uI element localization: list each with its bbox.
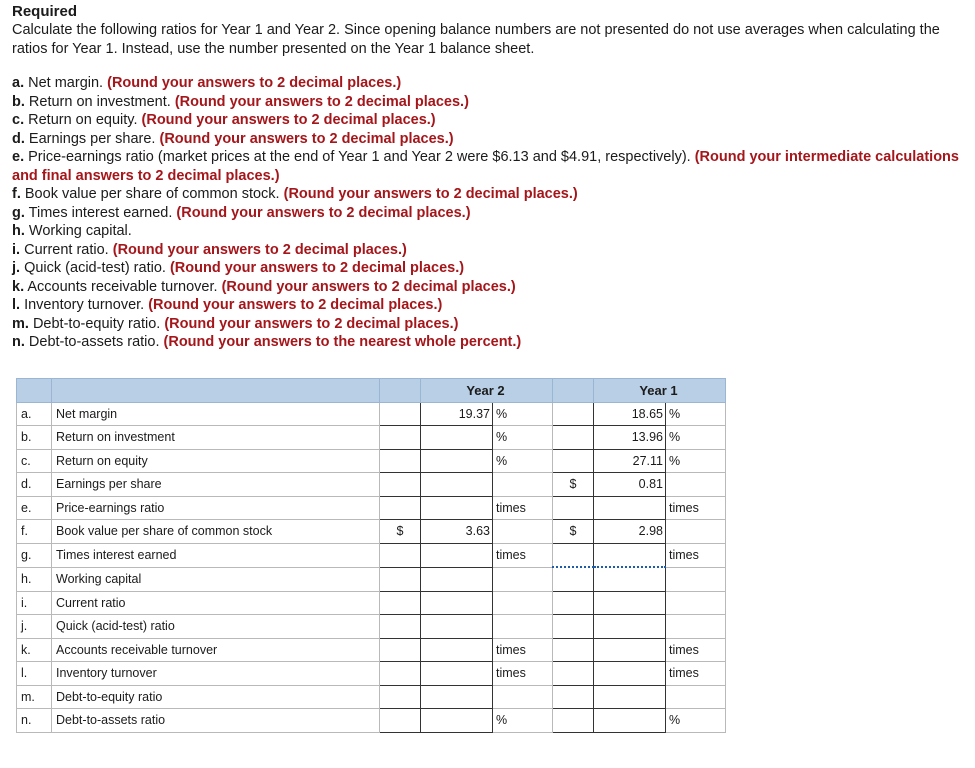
year2-unit: times [493,662,553,686]
year2-symbol-input[interactable] [380,615,421,639]
row-ratio-name: Net margin [52,402,380,426]
table-row [17,496,726,520]
table-row [17,543,726,567]
item-letter: h. [12,223,25,239]
table-row [17,615,726,639]
item-letter: b. [12,93,25,110]
year1-symbol-input[interactable] [553,685,594,709]
row-letter: g. [17,543,52,567]
year1-symbol-input[interactable] [553,426,594,450]
year2-unit [493,520,553,544]
year1-symbol-input[interactable] [553,615,594,639]
year1-value-input[interactable] [594,591,666,615]
year1-unit [666,473,726,497]
row-ratio-name: Debt-to-assets ratio [52,709,380,733]
year1-value-input[interactable] [594,638,666,662]
item-hint: (Round your answers to 2 decimal places.) [169,260,465,276]
year2-header: Year 2 [421,379,553,403]
item-e [12,148,967,185]
item-text: Debt-to-assets ratio. [28,334,160,350]
item-m [12,315,967,334]
year2-value-input[interactable] [421,543,493,567]
year2-value-input[interactable]: 3.63 [421,520,493,544]
year2-symbol-input[interactable]: $ [380,520,421,544]
year1-unit: % [666,449,726,473]
row-letter: a. [17,402,52,426]
year2-unit: % [493,426,553,450]
item-text: Accounts receivable turnover. [27,278,218,295]
year2-unit [493,685,553,709]
year2-unit: times [493,496,553,520]
year2-unit [493,473,553,497]
year1-value-input[interactable] [594,496,666,520]
item-text: Current ratio. [24,241,109,258]
row-letter: l. [17,662,52,686]
item-letter: l. [12,297,21,313]
year1-unit [666,520,726,544]
row-ratio-name: Accounts receivable turnover [52,638,380,662]
item-j [12,259,967,278]
row-ratio-name: Price-earnings ratio [52,496,380,520]
year1-symbol-input[interactable] [553,662,594,686]
year1-value-input[interactable] [594,615,666,639]
item-g [12,204,967,223]
table-row [17,473,726,497]
item-text: Working capital. [28,223,132,239]
year1-value-input[interactable]: 18.65 [594,402,666,426]
table-row [17,662,726,686]
year2-value-input[interactable] [421,496,493,520]
row-ratio-name: Return on equity [52,449,380,473]
year1-unit [666,615,726,639]
year1-value-input[interactable] [594,567,666,591]
ratio-item-list [12,74,967,352]
item-l [12,296,967,315]
item-text: Inventory turnover. [24,297,145,313]
year1-unit: % [666,709,726,733]
year1-unit: % [666,402,726,426]
year2-value-input[interactable] [421,567,493,591]
year1-header: Year 1 [594,379,726,403]
year1-value-input[interactable] [594,709,666,733]
item-text: Earnings per share. [28,130,156,147]
year2-value-input[interactable] [421,662,493,686]
required-heading: Required [12,3,78,20]
year2-unit [493,591,553,615]
item-text: Debt-to-equity ratio. [32,315,161,332]
year1-value-input[interactable] [594,685,666,709]
item-letter: m. [12,315,29,332]
row-ratio-name: Book value per share of common stock [52,520,380,544]
table-header-row [17,379,726,403]
year2-symbol-input[interactable] [380,638,421,662]
year1-symbol-input[interactable] [553,567,594,591]
row-ratio-name: Working capital [52,567,380,591]
row-ratio-name: Quick (acid-test) ratio [52,615,380,639]
item-hint: (Round your answers to 2 decimal places.) [221,278,516,295]
table-row [17,449,726,473]
table-row [17,591,726,615]
year1-symbol-input[interactable] [553,709,594,733]
year2-symbol-input[interactable] [380,591,421,615]
item-text: Price-earnings ratio (market prices at the end of Year 1 and Year 2 were $6.13 and $4.91, respectively). [28,149,691,165]
year2-symbol-input[interactable] [380,662,421,686]
year2-symbol-input[interactable] [380,543,421,567]
year2-value-input[interactable] [421,638,493,662]
item-c [12,111,967,130]
year1-symbol-input[interactable]: $ [553,473,594,497]
item-letter: g. [12,204,25,221]
year2-unit: % [493,709,553,733]
year2-unit: % [493,402,553,426]
item-hint: (Round your answers to 2 decimal places.) [174,93,469,110]
item-letter: a. [12,75,25,91]
item-hint: (Round your intermediate calculations and final answers to 2 decimal places.) [12,149,959,184]
year2-symbol-input[interactable] [380,709,421,733]
year2-symbol-input[interactable] [380,473,421,497]
item-text: Net margin. [28,75,104,91]
row-ratio-name: Current ratio [52,591,380,615]
table-row [17,402,726,426]
year1-unit: times [666,496,726,520]
item-letter: f. [12,186,21,202]
item-h [12,222,967,241]
item-letter: c. [12,112,25,128]
item-hint: (Round your answers to the nearest whole percent.) [163,334,522,350]
item-letter: k. [12,278,25,295]
item-letter: e. [12,149,25,165]
item-text: Return on equity. [28,112,138,128]
row-letter: k. [17,638,52,662]
item-hint: (Round your answers to 2 decimal places.) [148,297,443,313]
item-hint: (Round your answers to 2 decimal places.) [176,204,471,221]
year2-unit: % [493,449,553,473]
item-f [12,185,967,204]
year1-symbol-input[interactable]: $ [553,520,594,544]
year2-unit: times [493,638,553,662]
year2-symbol-input[interactable] [380,402,421,426]
year1-value-input[interactable]: 13.96 [594,426,666,450]
year1-unit: times [666,543,726,567]
year1-unit [666,685,726,709]
item-hint: (Round your answers to 2 decimal places.) [159,130,454,147]
year2-value-input[interactable] [421,615,493,639]
year2-symbol-input[interactable] [380,567,421,591]
row-letter: i. [17,591,52,615]
row-letter: b. [17,426,52,450]
year2-unit: times [493,543,553,567]
year2-value-input[interactable] [421,426,493,450]
row-ratio-name: Return on investment [52,426,380,450]
year2-unit [493,567,553,591]
item-letter: d. [12,130,25,147]
row-letter: c. [17,449,52,473]
year1-value-input[interactable] [594,543,666,567]
year1-symbol-input[interactable] [553,591,594,615]
year1-unit [666,567,726,591]
year2-symbol-input[interactable] [380,496,421,520]
item-text: Book value per share of common stock. [24,186,280,202]
item-letter: i. [12,241,21,258]
table-row [17,520,726,544]
table-row [17,709,726,733]
year2-value-input[interactable]: 19.37 [421,402,493,426]
item-hint: (Round your answers to 2 decimal places.) [283,186,578,202]
year1-unit: % [666,426,726,450]
item-d [12,130,967,149]
item-letter: j. [12,260,21,276]
item-n [12,333,967,352]
year1-value-input[interactable]: 2.98 [594,520,666,544]
year2-unit [493,615,553,639]
year2-value-input[interactable] [421,473,493,497]
table-row [17,426,726,450]
row-letter: d. [17,473,52,497]
year1-symbol-input[interactable] [553,449,594,473]
year1-unit [666,591,726,615]
row-letter: m. [17,685,52,709]
ratio-answer-table [16,378,726,733]
item-i [12,241,967,260]
item-text: Quick (acid-test) ratio. [24,260,166,276]
row-letter: f. [17,520,52,544]
year1-value-input[interactable]: 27.11 [594,449,666,473]
item-hint: (Round your answers to 2 decimal places.) [112,241,407,258]
year1-symbol-input[interactable] [553,402,594,426]
year1-symbol-input[interactable] [553,496,594,520]
item-hint: (Round your answers to 2 decimal places.) [141,112,436,128]
item-a [12,74,967,93]
year1-unit: times [666,638,726,662]
year2-value-input[interactable] [421,709,493,733]
table-row [17,567,726,591]
table-row [17,638,726,662]
year2-value-input[interactable] [421,591,493,615]
item-text: Times interest earned. [28,204,173,221]
item-hint: (Round your answers to 2 decimal places.) [107,75,402,91]
year1-unit: times [666,662,726,686]
year2-symbol-input[interactable] [380,449,421,473]
item-k [12,278,967,297]
year1-symbol-input[interactable] [553,543,594,567]
year1-value-input[interactable]: 0.81 [594,473,666,497]
year2-value-input[interactable] [421,449,493,473]
item-hint: (Round your answers to 2 decimal places.) [164,315,459,332]
year2-value-input[interactable] [421,685,493,709]
row-ratio-name: Times interest earned [52,543,380,567]
row-letter: j. [17,615,52,639]
table-row [17,685,726,709]
item-b [12,93,967,112]
year2-symbol-input[interactable] [380,685,421,709]
row-letter: e. [17,496,52,520]
year1-symbol-input[interactable] [553,638,594,662]
row-ratio-name: Earnings per share [52,473,380,497]
row-letter: n. [17,709,52,733]
row-ratio-name: Debt-to-equity ratio [52,685,380,709]
instructions-text: Calculate the following ratios for Year 1 and Year 2. Since opening balance numbers are not presented do not use averages when calculating the ratios for Year 1. Instead, use the number presented on the Year 1 balance sheet. [12,22,940,57]
row-ratio-name: Inventory turnover [52,662,380,686]
year2-symbol-input[interactable] [380,426,421,450]
item-letter: n. [12,334,25,350]
item-text: Return on investment. [28,93,171,110]
row-letter: h. [17,567,52,591]
year1-value-input[interactable] [594,662,666,686]
